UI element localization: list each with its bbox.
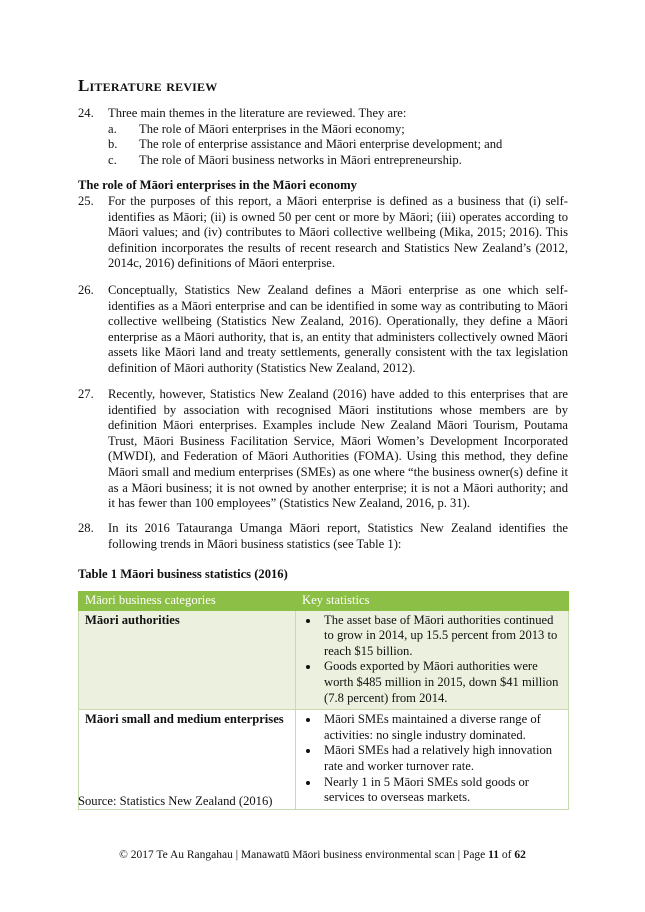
- paragraph-28: [78, 521, 568, 552]
- bullet-item: Nearly 1 in 5 Māori SMEs sold goods or services to overseas markets.: [302, 775, 562, 806]
- list-text: The role of Māori enterprises in the Māori economy;: [139, 121, 405, 136]
- page-number: 11: [488, 849, 500, 861]
- bullet-list: [302, 712, 562, 806]
- paragraph-text: In its 2016 Tatauranga Umanga Māori report, Statistics New Zealand identifies the following trends in Māori business statistics (see Table 1):: [108, 521, 568, 551]
- bullet-icon: [306, 665, 310, 669]
- paragraph-24: [78, 106, 568, 168]
- bullet-list: [302, 613, 562, 707]
- list-item: [78, 153, 568, 169]
- bullet-item: Māori SMEs maintained a diverse range of activities: no single industry dominated.: [302, 712, 562, 743]
- paragraph-26: [78, 283, 568, 377]
- column-header: Māori business categories: [79, 592, 296, 611]
- table-header-row: [79, 592, 569, 611]
- bullet-icon: [306, 619, 310, 623]
- subsection-heading: The role of Māori enterprises in the Māori economy: [78, 178, 357, 192]
- column-header: Key statistics: [296, 592, 569, 611]
- bullet-icon: [306, 749, 310, 753]
- paragraph-27: [78, 387, 568, 512]
- paragraph-number: 28.: [78, 521, 94, 535]
- bullet-item: The asset base of Māori authorities continued to grow in 2014, up 15.5 percent from 2013 to reach $15 billion.: [302, 613, 562, 660]
- footer-of: of: [499, 849, 515, 861]
- paragraph-text: Three main themes in the literature are reviewed. They are:: [108, 106, 407, 120]
- list-text: The role of Māori business networks in Māori entrepreneurship.: [139, 152, 462, 167]
- table-source: Source: Statistics New Zealand (2016): [78, 794, 273, 808]
- list-item: [78, 137, 568, 153]
- paragraph-25: [78, 194, 568, 272]
- statistics-table: [78, 591, 569, 810]
- statistics-cell: [296, 710, 569, 810]
- paragraph-text: Recently, however, Statistics New Zealand (2016) have added to this enterprises that are identified by association with recognised Māori institutions whose members are by definition Māori enterprises. Examples include New Zealand Māori Tourism, Poutama Trust, Māori Business Facilitation Service, Māori Women’s Development Incorporated (MWDI), and Federation of Māori Authorities (FOMA). Using this method, they define Māori small and medium enterprises (SMEs) as one where “the business owner(s) define it as a Māori business; it is not owned by another enterprise; it is not a Māori authority; and it has fewer than 100 employees” (Statistics New Zealand, 2016, p. 31).: [108, 387, 568, 511]
- paragraph-number: 27.: [78, 387, 94, 401]
- table-caption: Table 1 Māori business statistics (2016): [78, 567, 288, 581]
- bullet-item: Goods exported by Māori authorities were worth $485 million in 2015, down $41 million (7.8 percent) from 2014.: [302, 659, 562, 706]
- bullet-icon: [306, 718, 310, 722]
- paragraph-number: 26.: [78, 283, 94, 297]
- paragraph-text: For the purposes of this report, a Māori enterprise is defined as a business that (i) self-identifies as Māori; (ii) is owned 50 per cent or more by Māori; (iii) operates according to Māori values; and (iv) contributes to Māori collective wellbeing (Mika, 2015; 2016). This definition incorporates the results of recent research and Statistics New Zealand’s (2012, 2014c, 2016) definitions of Māori enterprise.: [108, 194, 568, 271]
- paragraph-number: 25.: [78, 194, 94, 208]
- statistics-cell: [296, 610, 569, 710]
- list-text: The role of enterprise assistance and Māori enterprise development; and: [139, 137, 503, 152]
- page-total: 62: [514, 849, 526, 861]
- list-item: [78, 122, 568, 138]
- table-row: [79, 610, 569, 710]
- paragraph-number: 24.: [78, 106, 94, 120]
- category-cell: Māori authorities: [79, 610, 296, 710]
- bullet-icon: [306, 781, 310, 785]
- list-letter: c.: [108, 152, 117, 167]
- bullet-item: Māori SMEs had a relatively high innovation rate and worker turnover rate.: [302, 743, 562, 774]
- page-footer: [0, 848, 645, 864]
- category-cell: Māori small and medium enterprises: [79, 710, 296, 810]
- footer-text: © 2017 Te Au Rangahau | Manawatū Māori business environmental scan | Page: [119, 849, 489, 861]
- section-heading: Literature review: [78, 76, 218, 95]
- paragraph-text: Conceptually, Statistics New Zealand defines a Māori enterprise as one which self-identifies as a Māori enterprise and can be identified in some way as contributing to Māori collective wellbeing (Statistics New Zealand, 2016). Operationally, they define a Māori enterprise as a Māori authority, that is, an entity that administers collectively owned Māori assets like Māori land and treaty settlements, generally consistent with the tax legislation definition of Māori authority (Statistics New Zealand, 2012).: [108, 283, 568, 375]
- list-letter: b.: [108, 137, 118, 152]
- list-letter: a.: [108, 121, 117, 136]
